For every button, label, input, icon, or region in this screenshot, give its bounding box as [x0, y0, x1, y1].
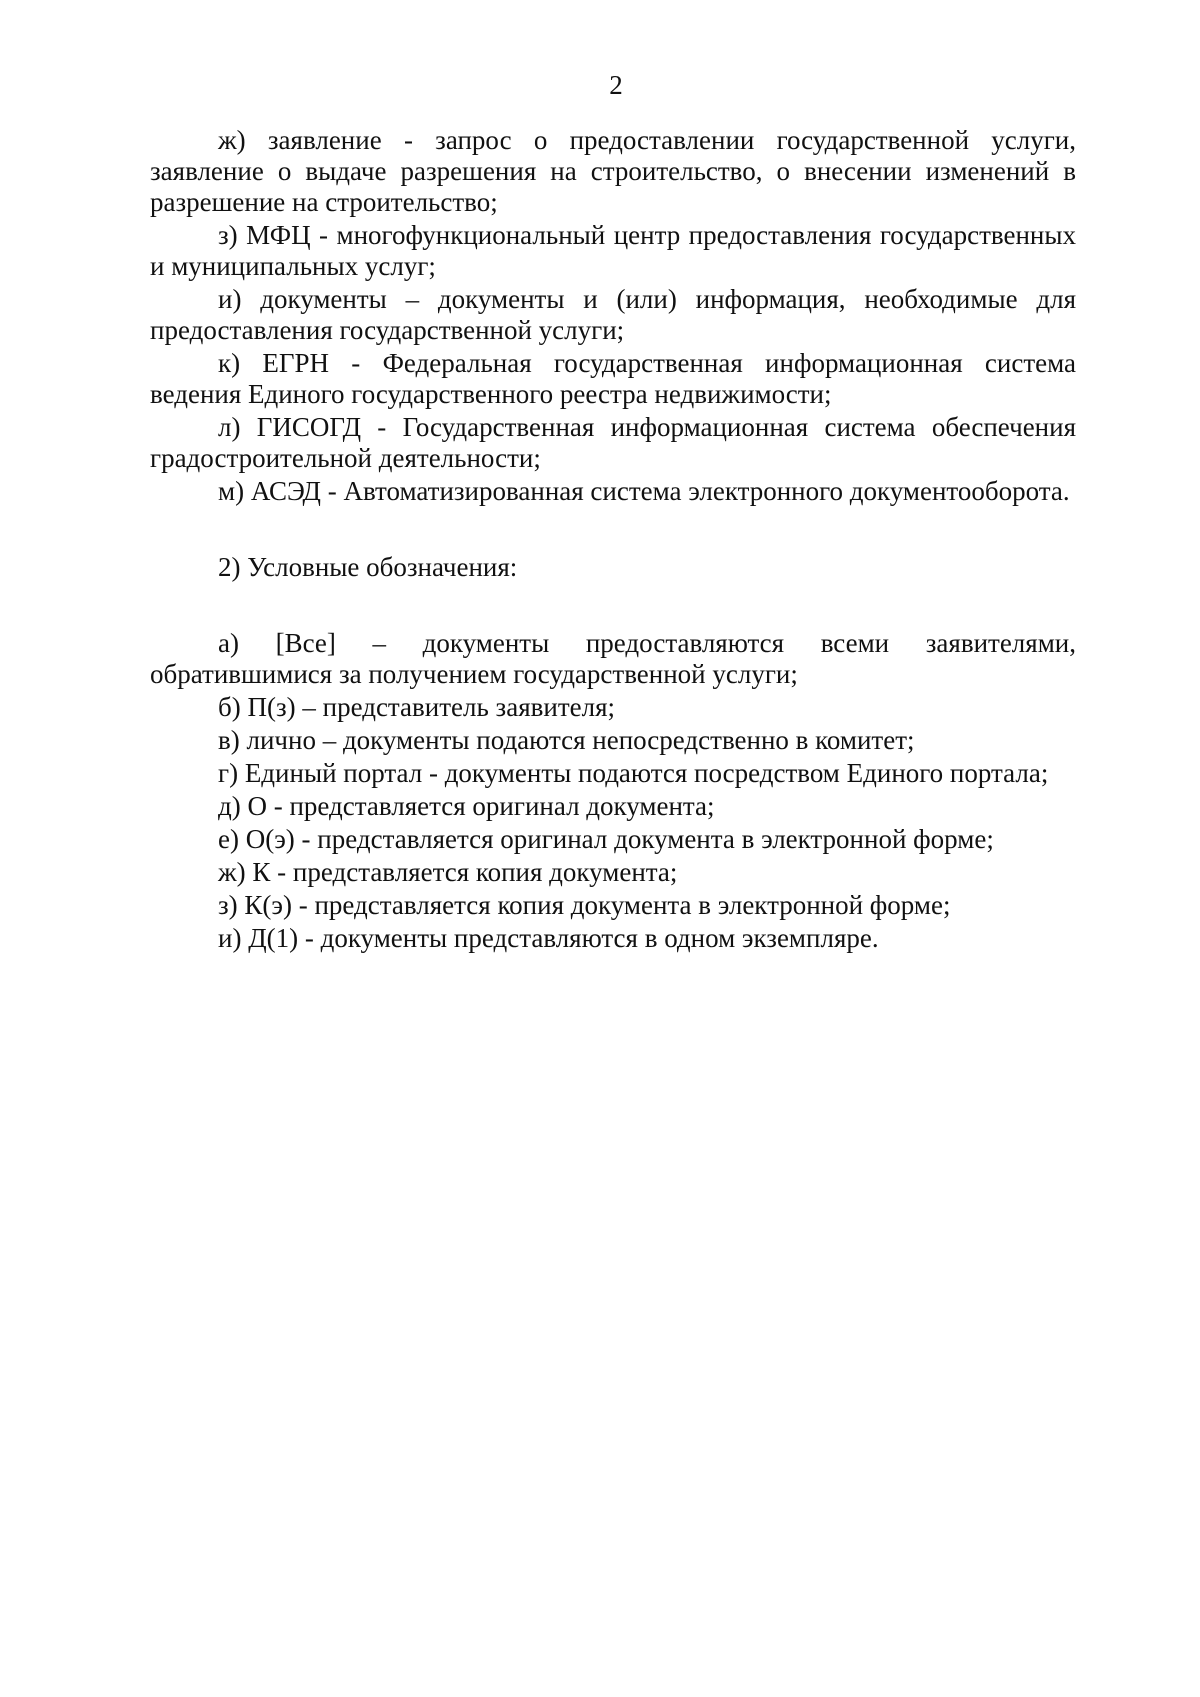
- document-body: [150, 125, 1076, 956]
- symbol-item: д) О - представляется оригинал документа;: [218, 791, 715, 821]
- page-number: 2: [609, 70, 623, 100]
- definition-item: ж) заявление - запрос о предоставлении государственной услуги, заявление о выдаче разрешения на строительство, о внесении изменений в разрешение на строительство;: [150, 125, 1076, 217]
- definition-item: л) ГИСОГД - Государственная информационная система обеспечения градостроительной деятельности;: [150, 412, 1076, 473]
- definition-item: и) документы – документы и (или) информация, необходимые для предоставления государственной услуги;: [150, 284, 1076, 345]
- symbol-item: б) П(з) – представитель заявителя;: [218, 692, 615, 722]
- symbol-item: з) К(э) - представляется копия документа в электронной форме;: [218, 890, 951, 920]
- definition-item: м) АСЭД - Автоматизированная система электронного документооборота.: [218, 476, 1070, 506]
- symbol-item: ж) К - представляется копия документа;: [218, 857, 678, 887]
- symbol-item: е) О(э) - представляется оригинал документа в электронной форме;: [218, 824, 994, 854]
- symbol-item: а) [Все] – документы предоставляются всеми заявителями, обратившимися за получением государственной услуги;: [150, 628, 1076, 689]
- definition-item: з) МФЦ - многофункциональный центр предоставления государственных и муниципальных услуг;: [150, 220, 1076, 281]
- symbol-item: и) Д(1) - документы представляются в одном экземпляре.: [218, 923, 879, 953]
- symbol-item: в) лично – документы подаются непосредственно в комитет;: [218, 725, 915, 755]
- section-heading: 2) Условные обозначения:: [218, 552, 518, 582]
- symbol-item: г) Единый портал - документы подаются посредством Единого портала;: [218, 758, 1049, 788]
- definition-item: к) ЕГРН - Федеральная государственная информационная система ведения Единого государственного реестра недвижимости;: [150, 348, 1076, 409]
